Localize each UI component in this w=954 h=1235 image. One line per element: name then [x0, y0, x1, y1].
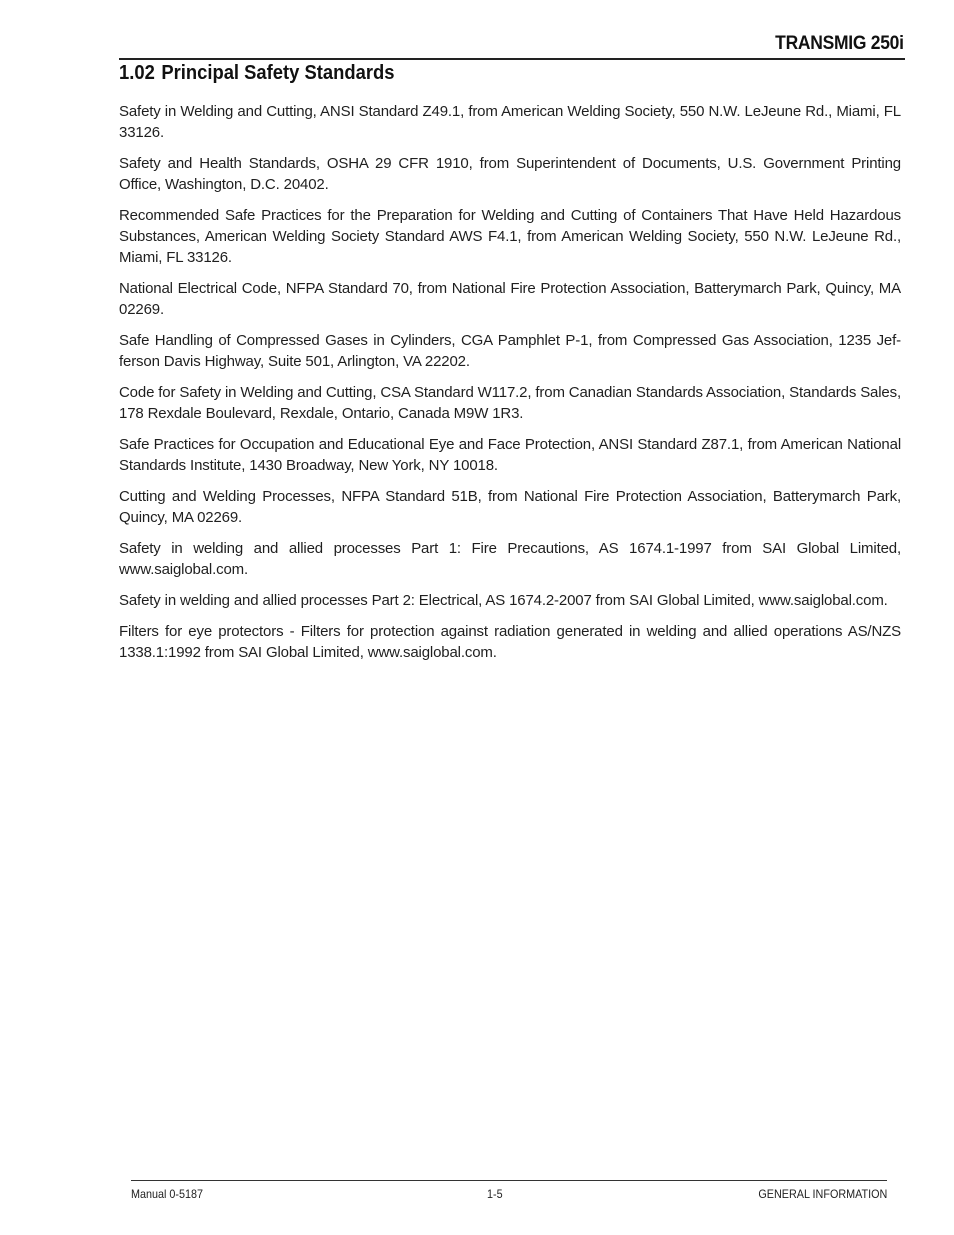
standard-paragraph: National Electrical Code, NFPA Standard 70, from National Fire Protection Association, Batterymarch Park, Quincy, MA 02269. — [119, 280, 901, 318]
document-title: TRANSMIG 250i — [775, 33, 904, 54]
standard-paragraph: Safety and Health Standards, OSHA 29 CFR 1910, from Superintendent of Documents, U.S. Government Printing Office, Washington, D.C. 20402. — [119, 155, 901, 193]
footer-section-name: GENERAL INFORMATION — [757, 1187, 887, 1201]
standard-paragraph: Safe Practices for Occupation and Educational Eye and Face Protection, ANSI Standard Z87.1, from American National Standards Institute, 1430 Broadway, New York, NY 10018. — [119, 436, 901, 474]
standard-paragraph: Code for Safety in Welding and Cutting, CSA Standard W117.2, from Canadian Standards Association, Standards Sales, 178 Rexdale Boulevard, Rexdale, Ontario, Canada M9W 1R3. — [119, 384, 901, 422]
footer-divider — [131, 1180, 887, 1181]
standard-paragraph: Safety in Welding and Cutting, ANSI Standard Z49.1, from American Welding Society, 550 N.W. LeJeune Rd., Miami, FL 33126. — [119, 103, 901, 141]
standards-list — [119, 101, 901, 673]
standard-paragraph: Recommended Safe Practices for the Preparation for Welding and Cutting of Containers That Have Held Hazardous Substances, American Welding Society Standard AWS F4.1, from American Welding Society, 550 N.W. LeJeune Rd., Miami, FL 33126. — [119, 207, 901, 266]
standard-paragraph: Safe Handling of Compressed Gases in Cylinders, CGA Pamphlet P-1, from Compressed Gas Association, 1235 Jef-ferson Davis Highway, Suite 501, Arlington, VA 22202. — [119, 332, 901, 370]
section-number: 1.02 — [119, 62, 155, 84]
section-title: Principal Safety Standards — [161, 62, 395, 84]
standard-paragraph: Cutting and Welding Processes, NFPA Standard 51B, from National Fire Protection Association, Batterymarch Park, Quincy, MA 02269. — [119, 488, 901, 526]
section-heading — [119, 62, 394, 85]
footer-manual-number: Manual 0-5187 — [131, 1187, 204, 1201]
header-divider — [119, 58, 905, 60]
footer-page-number: 1-5 — [487, 1187, 503, 1201]
standard-paragraph: Safety in welding and allied processes Part 1: Fire Precautions, AS 1674.1-1997 from SAI Global Limited, www.saiglobal.com. — [119, 540, 901, 578]
standard-paragraph: Filters for eye protectors - Filters for protection against radiation generated in welding and allied operations AS/NZS 1338.1:1992 from SAI Global Limited, www.saiglobal.com. — [119, 623, 901, 661]
standard-paragraph: Safety in welding and allied processes Part 2: Electrical, AS 1674.2-2007 from SAI Global Limited, www.saiglobal.com. — [119, 592, 888, 609]
